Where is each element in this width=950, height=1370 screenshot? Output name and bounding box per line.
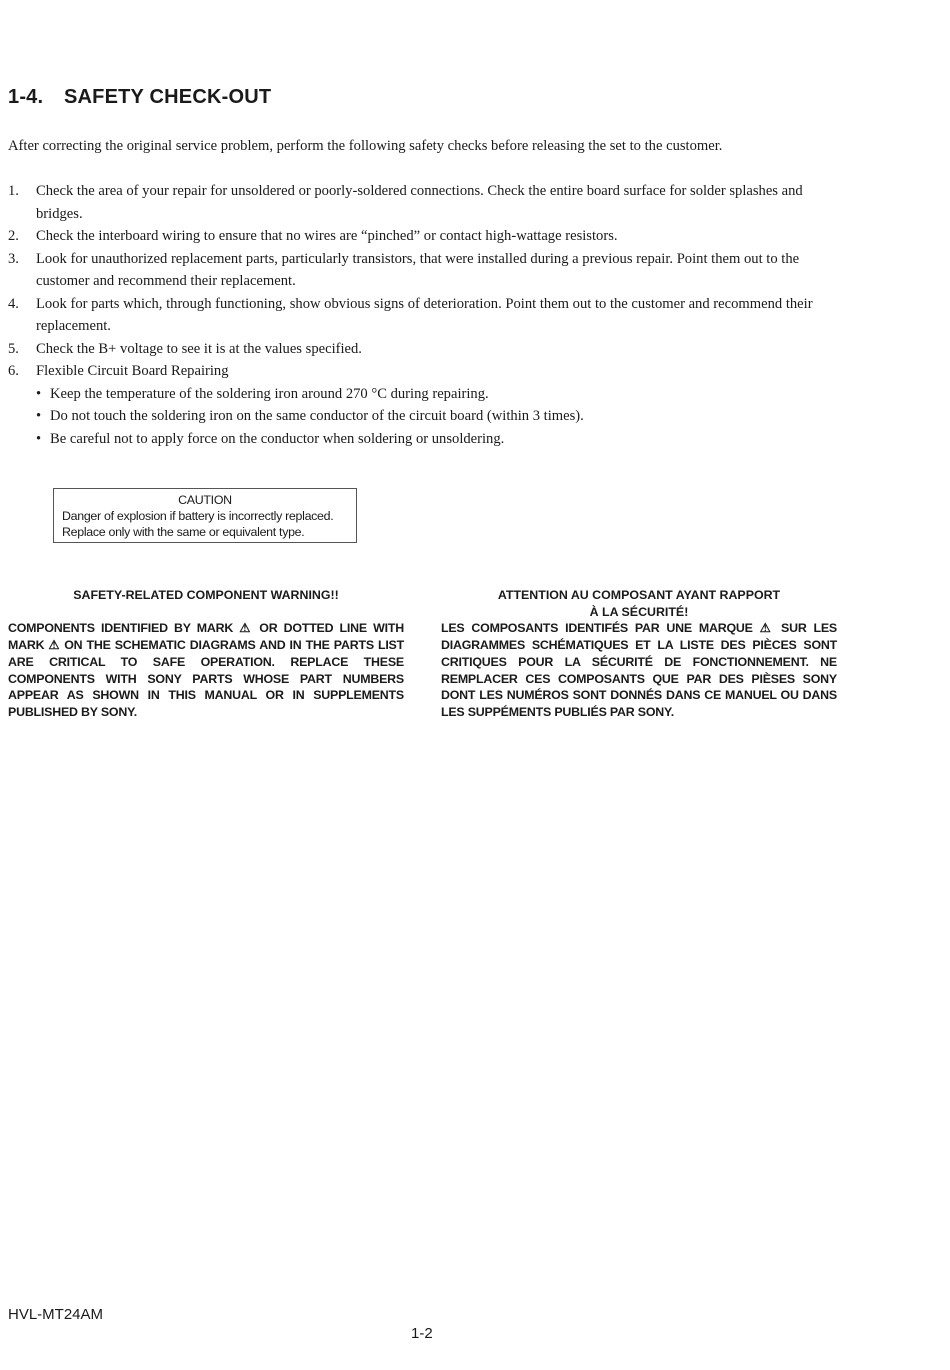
list-item (8, 225, 848, 248)
caution-box (53, 488, 357, 543)
list-item (8, 180, 848, 225)
sub-item-text: Be careful not to apply force on the conductor when soldering or unsoldering. (50, 430, 505, 447)
step-text: Look for unauthorized replacement parts, particularly transistors, that were installed during a previous repair. Point them out to the customer and recommend their replacement. (36, 250, 800, 289)
step-text: Look for parts which, through functioning, show obvious signs of deterioration. Point them out to the customer and recommend their replacement. (36, 295, 813, 334)
list-item (8, 338, 848, 361)
list-item (8, 248, 848, 293)
step-text: Check the B+ voltage to see it is at the values specified. (36, 340, 362, 357)
warning-body: LES COMPOSANTS IDENTIFÉS PAR UNE MARQUE ⚠ SUR LES DIAGRAMMES SCHÉMATIQUES ET LA LISTE DES PIÈCES SONT CRITIQUES POUR LA SÉCURITÉ DE FONCTIONNEMENT. NE REMPLACER CES COMPOSANTS QUE PAR DES PIÈSES SONY DONT LES NUMÉROS SONT DONNÉS DANS CE MANUEL OU DANS LES SUPPÉMENTS PUBLIÉS PAR SONY. (441, 621, 837, 719)
model-number: HVL-MT24AM (8, 1306, 104, 1323)
caution-line: Replace only with the same or equivalent type. (62, 525, 305, 539)
warning-title: SAFETY-RELATED COMPONENT WARNING!! (73, 588, 339, 602)
section-title (8, 86, 271, 109)
step-number: 5. (8, 340, 19, 357)
step-text: Flexible Circuit Board Repairing (36, 363, 229, 379)
safety-warning-french (441, 587, 837, 721)
sub-list-item (36, 405, 848, 428)
sub-item-text: Do not touch the soldering iron on the same conductor of the circuit board (within 3 times). (50, 408, 584, 424)
section-number: 1-4. (8, 86, 44, 108)
warning-title-line2: À LA SÉCURITÉ! (589, 604, 689, 619)
step-number: 3. (8, 250, 19, 267)
step-number: 6. (8, 363, 19, 379)
step-number: 1. (8, 183, 19, 199)
caution-line: Danger of explosion if battery is incorrectly replaced. (62, 509, 334, 523)
page-number: 1-2 (411, 1325, 433, 1342)
safety-warning-english (8, 587, 404, 721)
bullet-icon: • (36, 408, 42, 424)
sub-list-item (36, 428, 848, 451)
step-text: Check the interboard wiring to ensure that no wires are “pinched” or contact high-wattage resistors. (36, 228, 618, 244)
safety-check-list (8, 180, 848, 450)
bullet-icon: • (36, 385, 42, 402)
caution-title: CAUTION (178, 493, 232, 507)
list-item (8, 360, 848, 450)
step-number: 4. (8, 295, 19, 312)
step-number: 2. (8, 228, 19, 244)
intro-paragraph: After correcting the original service problem, perform the following safety checks before releasing the set to the customer. (8, 138, 723, 154)
sub-item-text: Keep the temperature of the soldering iron around 270 °C during repairing. (50, 385, 489, 402)
section-title-text: SAFETY CHECK-OUT (64, 86, 272, 108)
sub-list (36, 383, 848, 451)
warning-title-line1: ATTENTION AU COMPOSANT AYANT RAPPORT (497, 588, 781, 602)
step-text: Check the area of your repair for unsoldered or poorly-soldered connections. Check the entire board surface for solder splashes and bridges. (36, 183, 803, 222)
bullet-icon: • (36, 430, 42, 447)
sub-list-item (36, 383, 848, 406)
list-item (8, 293, 848, 338)
warning-body: COMPONENTS IDENTIFIED BY MARK ⚠ OR DOTTED LINE WITH MARK ⚠ ON THE SCHEMATIC DIAGRAMS AND IN THE PARTS LIST ARE CRITICAL TO SAFE OPERATION. REPLACE THESE COMPONENTS WITH SONY PARTS WHOSE PART NUMBERS APPEAR AS SHOWN IN THIS MANUAL OR IN SUPPLEMENTS PUBLISHED BY SONY. (8, 621, 404, 719)
